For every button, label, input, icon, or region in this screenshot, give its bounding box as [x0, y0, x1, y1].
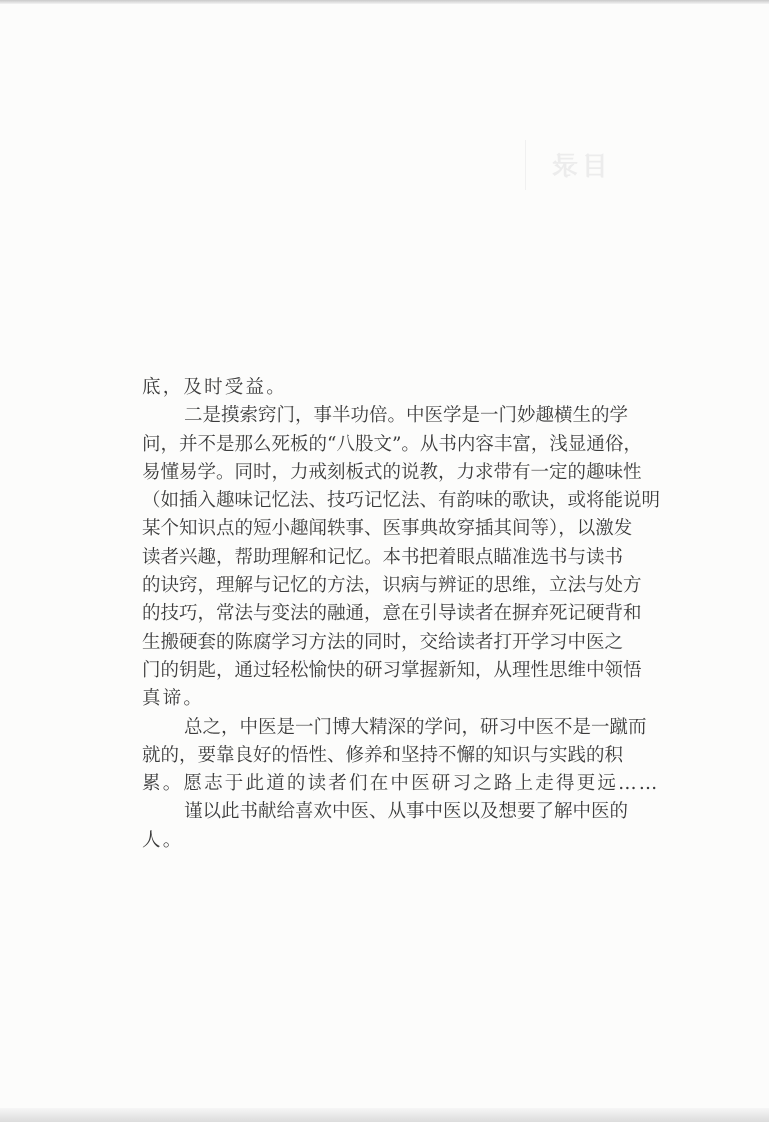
text-line: 就的，要靠良好的悟性、修养和坚持不懈的知识与实践的积 — [142, 744, 624, 766]
text-line: 底，及时受益。 — [142, 377, 287, 398]
text-line: 某个知识点的短小趣闻轶事、医事典故穿插其间等），以激发 — [142, 518, 633, 540]
text-line: 的诀窍，理解与记忆的方法，识病与辨证的思维，立法与处方 — [142, 575, 642, 597]
show-through-rule — [525, 140, 526, 190]
scan-edge-bottom — [0, 1108, 769, 1122]
text-line: 问，并不是那么死板的“八股文”。从书内容丰富，浅显通俗， — [142, 433, 642, 455]
scan-edge-top — [0, 0, 769, 4]
text-line: 人。 — [142, 829, 184, 851]
text-line: （如插入趣味记忆法、技巧记忆法、有韵味的歌诀，或将能说明 — [142, 490, 661, 512]
paragraph-first-line: 谨以此书献给喜欢中医、从事中医以及想要了解中医的 — [184, 801, 629, 823]
text-line: 易懂易学。同时，力戒刻板式的说教，力求带有一定的趣味性 — [142, 461, 642, 483]
show-through-title: 目录 — [548, 152, 609, 182]
text-line: 读者兴趣，帮助理解和记忆。本书把着眼点瞄准选书与读书 — [142, 546, 624, 568]
body-text — [142, 374, 661, 855]
text-line: 生搬硬套的陈腐学习方法的同时，交给读者打开学习中医之 — [142, 631, 624, 653]
text-line: 真谛。 — [142, 688, 205, 710]
text-line: 的技巧，常法与变法的融通，意在引导读者在摒弃死记硬背和 — [142, 603, 642, 625]
paragraph-first-line: 总之，中医是一门博大精深的学问，研习中医不是一蹴而 — [184, 716, 647, 738]
paragraph-first-line: 二是摸索窍门，事半功倍。中医学是一门妙趣横生的学 — [184, 405, 629, 427]
text-line: 门的钥匙，通过轻松愉快的研习掌握新知，从理性思维中领悟 — [142, 659, 642, 681]
text-line: 累。愿志于此道的读者们在中医研习之路上走得更远…… — [142, 773, 660, 795]
